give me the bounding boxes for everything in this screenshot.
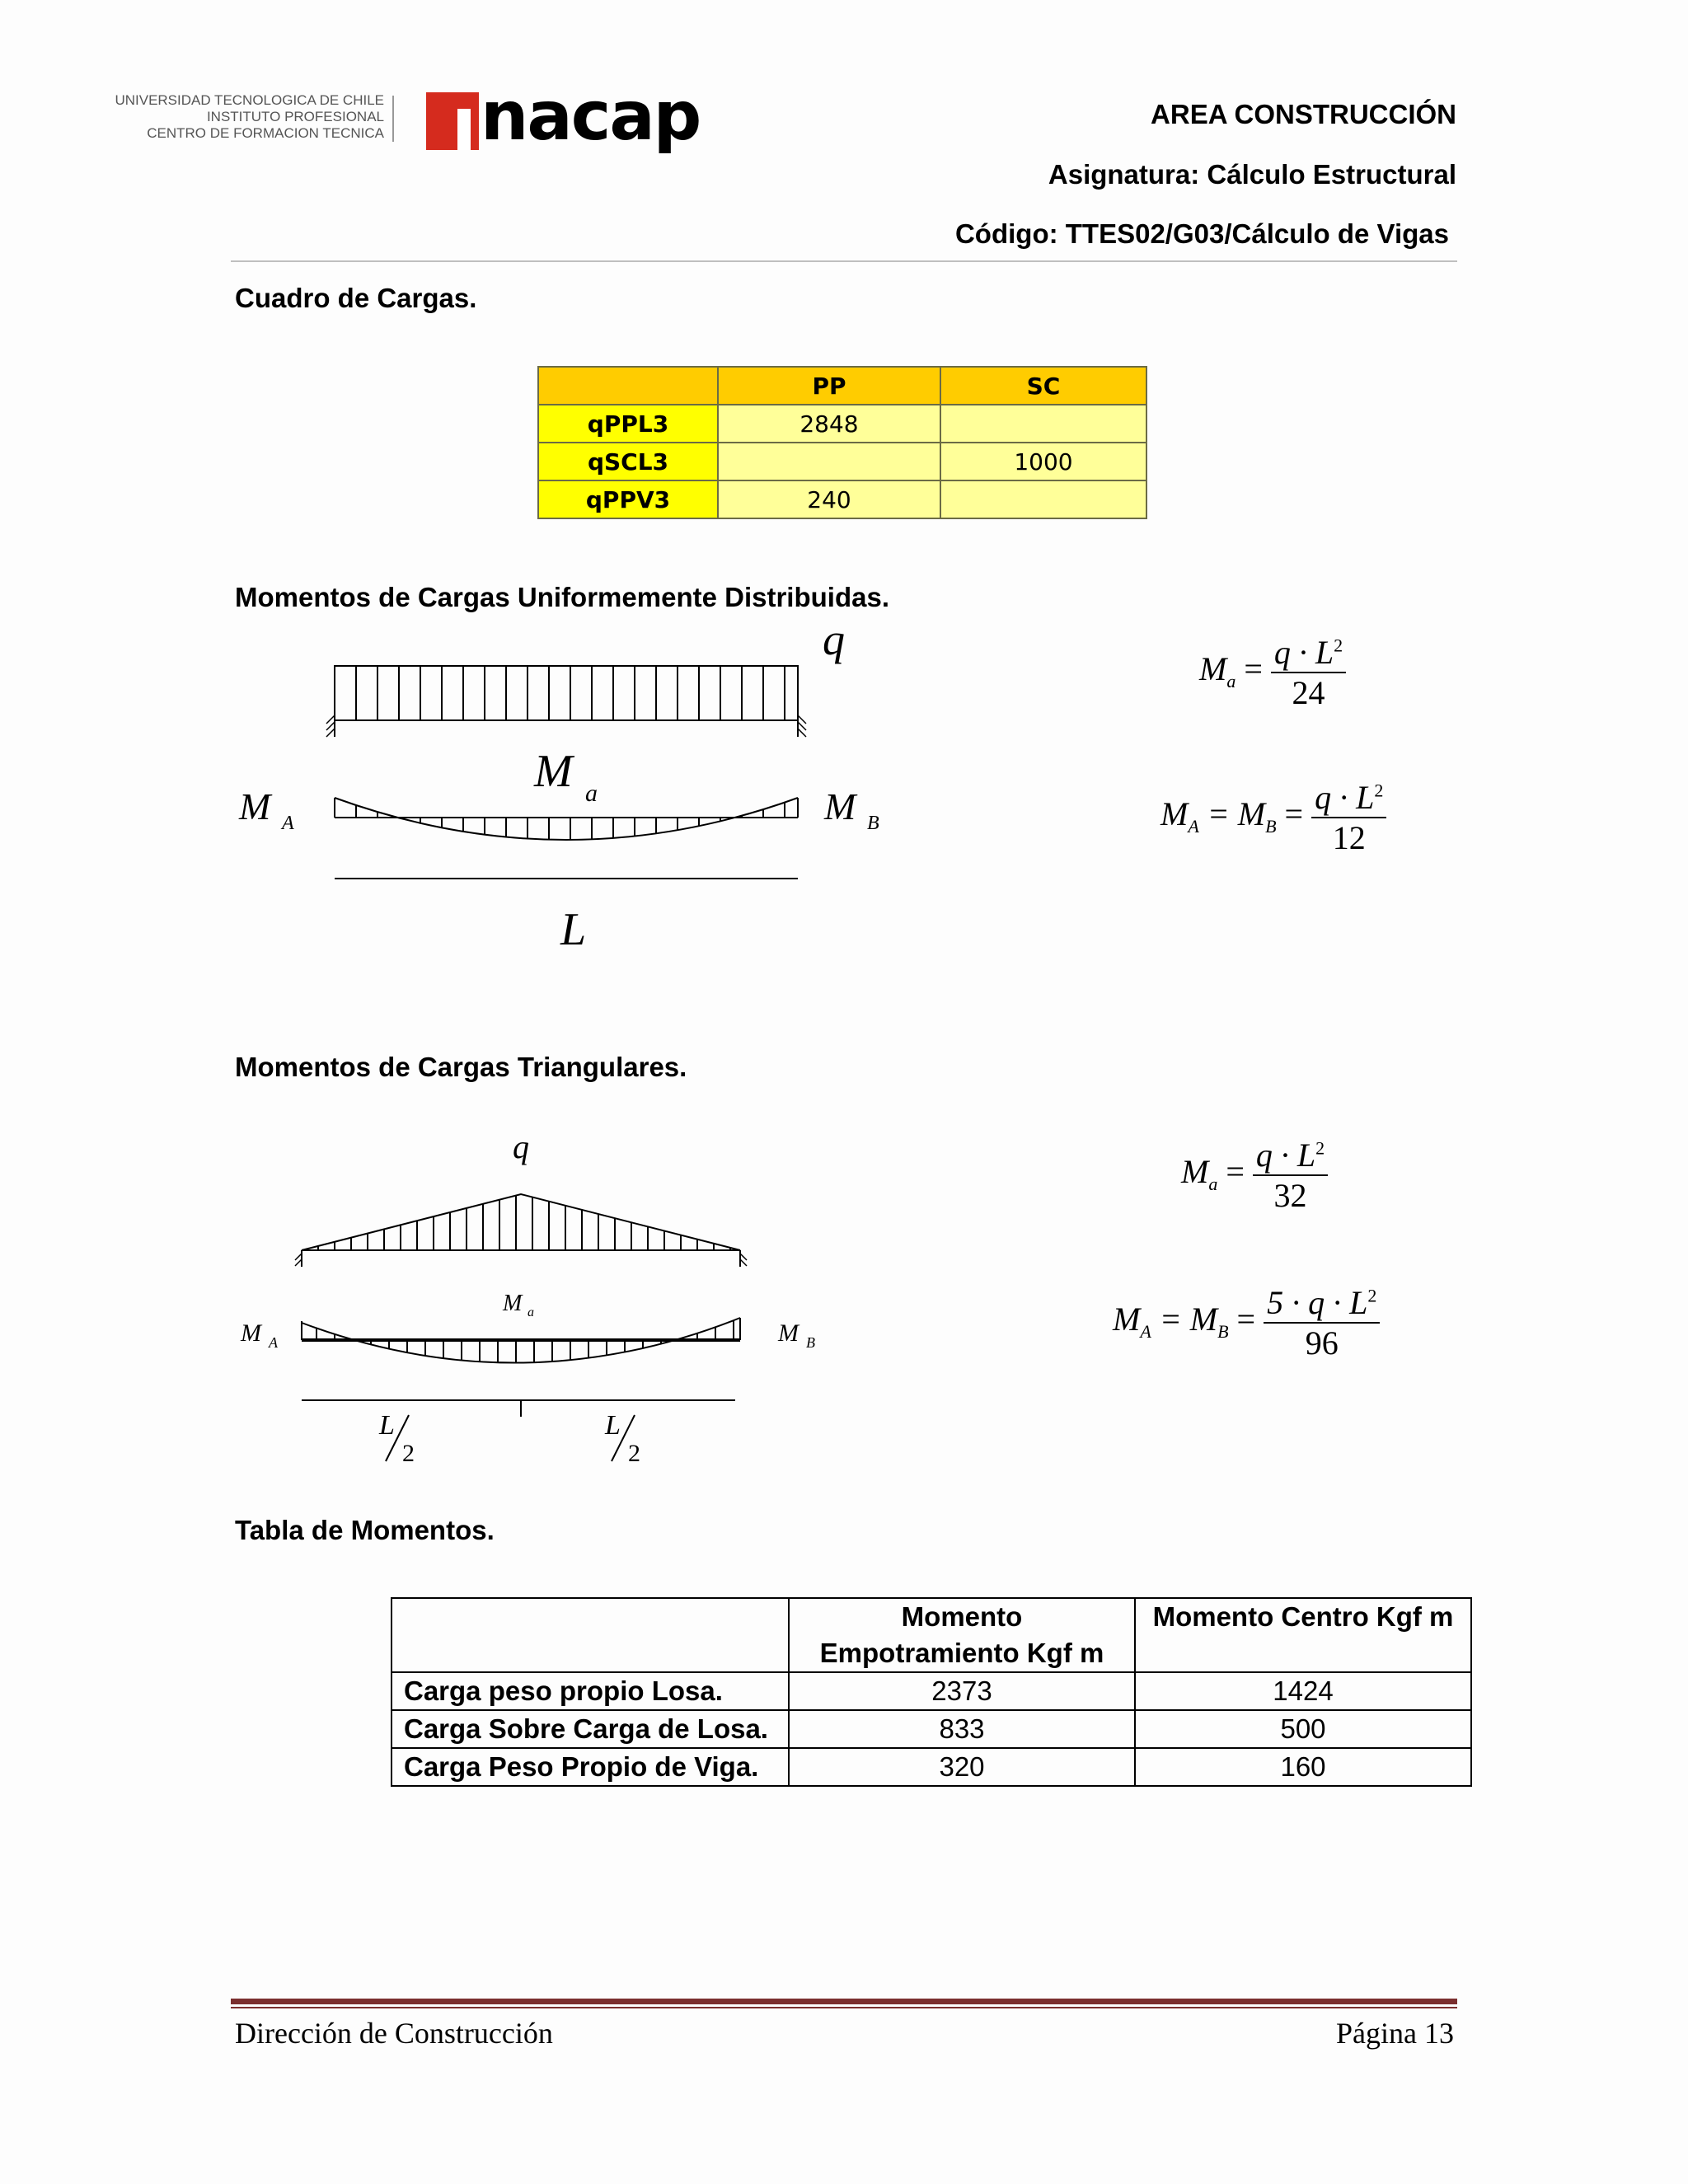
loads-cell-pp: 2848 [718, 405, 940, 443]
area-title: AREA CONSTRUCCIÓN [1151, 99, 1456, 129]
moments-header-empotramiento [789, 1598, 1135, 1672]
right-support-hatch [740, 1254, 747, 1266]
eq-fraction [1311, 778, 1386, 857]
moments-header-centro: Momento Centro Kgf m [1135, 1598, 1471, 1672]
moment-parabola [335, 798, 798, 840]
triangular-Ma-sub: a [528, 1305, 534, 1319]
triangular-q-label: q [513, 1128, 529, 1165]
uniform-L-label: L [560, 904, 587, 955]
footer-left: Dirección de Construcción [235, 2017, 553, 2050]
loads-cell-sc [940, 480, 1146, 518]
eq-equals: = [1236, 1301, 1256, 1338]
moments-cell-centro: 1424 [1135, 1672, 1471, 1710]
uniform-load-block [335, 666, 798, 720]
footer-page-number: Página 13 [1336, 2017, 1454, 2050]
moments-header-empty [392, 1598, 789, 1672]
institution-text [82, 92, 384, 142]
uniform-load-diagram [231, 618, 907, 964]
header-logo-divider [392, 96, 394, 142]
triangular-load-diagram [231, 1125, 841, 1471]
left-support-hatch [326, 715, 335, 737]
loads-cell-pp: 240 [718, 480, 940, 518]
eq-numerator: q · L [1315, 779, 1375, 816]
uniform-heading: Momentos de Cargas Uniformemente Distribuidas. [235, 582, 889, 612]
loads-row-label: qSCL3 [538, 443, 718, 480]
moments-heading: Tabla de Momentos. [235, 1515, 495, 1545]
left-support-hatch [295, 1254, 302, 1266]
triangular-MA-label: M [241, 1319, 261, 1347]
moments-row [392, 1710, 1471, 1748]
eq-M: M [1199, 650, 1227, 688]
loads-heading: Cuadro de Cargas. [235, 283, 477, 313]
loads-row-label: qPPV3 [538, 480, 718, 518]
triangular-eq-Ma [1181, 1136, 1328, 1215]
eq-sub: a [1208, 1174, 1218, 1195]
loads-cell-sc: 1000 [940, 443, 1146, 480]
eq-sub: B [1265, 816, 1277, 837]
logo-red-block [426, 92, 479, 150]
eq-M: M [1181, 1153, 1209, 1191]
moments-cell-emp: 2373 [789, 1672, 1135, 1710]
eq-sub: A [1140, 1321, 1151, 1343]
right-support-hatch [798, 715, 806, 737]
eq-fraction [1271, 633, 1346, 712]
triangular-MB-sub: B [806, 1334, 815, 1351]
uniform-Ma-sub: a [585, 780, 598, 807]
uniform-MA-label: M [239, 785, 271, 827]
triangular-eq-MA-MB [1113, 1283, 1380, 1362]
eq-numerator: q · L [1255, 1137, 1316, 1174]
loads-row-label: qPPL3 [538, 405, 718, 443]
triangular-load-hatch [318, 1196, 730, 1250]
subject-title: Asignatura: Cálculo Estructural [1048, 159, 1456, 190]
uniform-MB-sub: B [867, 813, 879, 834]
moments-row-label: Carga Sobre Carga de Losa. [392, 1710, 789, 1748]
institution-line-2: INSTITUTO PROFESIONAL [206, 109, 384, 124]
uniform-load-hatch [356, 666, 785, 720]
loads-cell-pp [718, 443, 940, 480]
eq-M: M [1113, 1301, 1141, 1338]
footer-rule-thick [231, 1999, 1457, 2004]
eq-exponent: 2 [1334, 635, 1343, 656]
moments-cell-emp: 833 [789, 1710, 1135, 1748]
half-span-den-left: 2 [402, 1440, 415, 1467]
eq-equals: = [1226, 1153, 1245, 1191]
eq-denominator: 12 [1332, 819, 1366, 856]
triangular-MA-sub: A [269, 1334, 278, 1351]
triangular-heading: Momentos de Cargas Triangulares. [235, 1052, 687, 1082]
moments-cell-centro: 500 [1135, 1710, 1471, 1748]
eq-numerator: q · L [1273, 634, 1334, 671]
uniform-q-label: q [823, 618, 845, 664]
half-span-num-left: L [379, 1410, 395, 1441]
uniform-MB-label: M [824, 785, 856, 827]
moment-hatch [356, 803, 785, 840]
institution-line-1: UNIVERSIDAD TECNOLOGICA DE CHILE [115, 92, 384, 108]
eq-equals: = [1244, 650, 1263, 688]
eq-exponent: 2 [1367, 1285, 1377, 1306]
eq-fraction [1253, 1136, 1328, 1215]
uniform-eq-Ma [1199, 633, 1346, 712]
loads-header-row [538, 367, 1146, 405]
moments-header-row [392, 1598, 1471, 1672]
institution-line-3: CENTRO DE FORMACION TECNICA [147, 125, 384, 141]
loads-row [538, 480, 1146, 518]
eq-exponent: 2 [1374, 780, 1384, 801]
eq-equals: = [1284, 795, 1304, 833]
loads-row [538, 443, 1146, 480]
eq-M: M [1160, 795, 1189, 833]
inacap-logo [426, 77, 701, 156]
uniform-eq-MA-MB [1160, 778, 1386, 857]
uniform-Ma-label: M [534, 746, 573, 797]
eq-denominator: 32 [1273, 1177, 1307, 1214]
loads-row [538, 405, 1146, 443]
uniform-MA-sub: A [282, 813, 294, 834]
half-span-den-right: 2 [628, 1440, 640, 1467]
half-span-num-right: L [605, 1410, 621, 1441]
moments-cell-emp: 320 [789, 1748, 1135, 1786]
course-code: Código: TTES02/G03/Cálculo de Vigas [954, 218, 1449, 249]
eq-mid: = M [1159, 1301, 1218, 1338]
loads-header-empty [538, 367, 718, 405]
moments-row [392, 1748, 1471, 1786]
loads-cell-sc [940, 405, 1146, 443]
moments-table [391, 1597, 1472, 1787]
logo-wordmark: nacap [481, 77, 701, 156]
eq-sub: a [1226, 671, 1236, 692]
eq-mid: = M [1207, 795, 1266, 833]
logo-i-stem [457, 109, 471, 150]
header-line-1: Momento [901, 1601, 1023, 1632]
header-line-2: Empotramiento Kgf m [819, 1638, 1104, 1668]
moments-row-label: Carga peso propio Losa. [392, 1672, 789, 1710]
eq-exponent: 2 [1315, 1137, 1325, 1159]
moments-row-label: Carga Peso Propio de Viga. [392, 1748, 789, 1786]
eq-denominator: 96 [1305, 1324, 1339, 1361]
loads-header-pp: PP [718, 367, 940, 405]
header-rule [231, 260, 1457, 262]
loads-table [537, 366, 1147, 519]
eq-fraction [1264, 1283, 1380, 1362]
triangular-MB-label: M [778, 1319, 799, 1347]
footer-rule-thin [231, 2007, 1457, 2008]
eq-sub: A [1188, 816, 1199, 837]
moments-cell-centro: 160 [1135, 1748, 1471, 1786]
eq-sub: B [1217, 1321, 1229, 1343]
eq-numerator: 5 · q · L [1267, 1284, 1368, 1321]
loads-header-sc: SC [940, 367, 1146, 405]
triangular-Ma-label: M [503, 1291, 523, 1316]
moments-row [392, 1672, 1471, 1710]
eq-denominator: 24 [1292, 674, 1325, 711]
